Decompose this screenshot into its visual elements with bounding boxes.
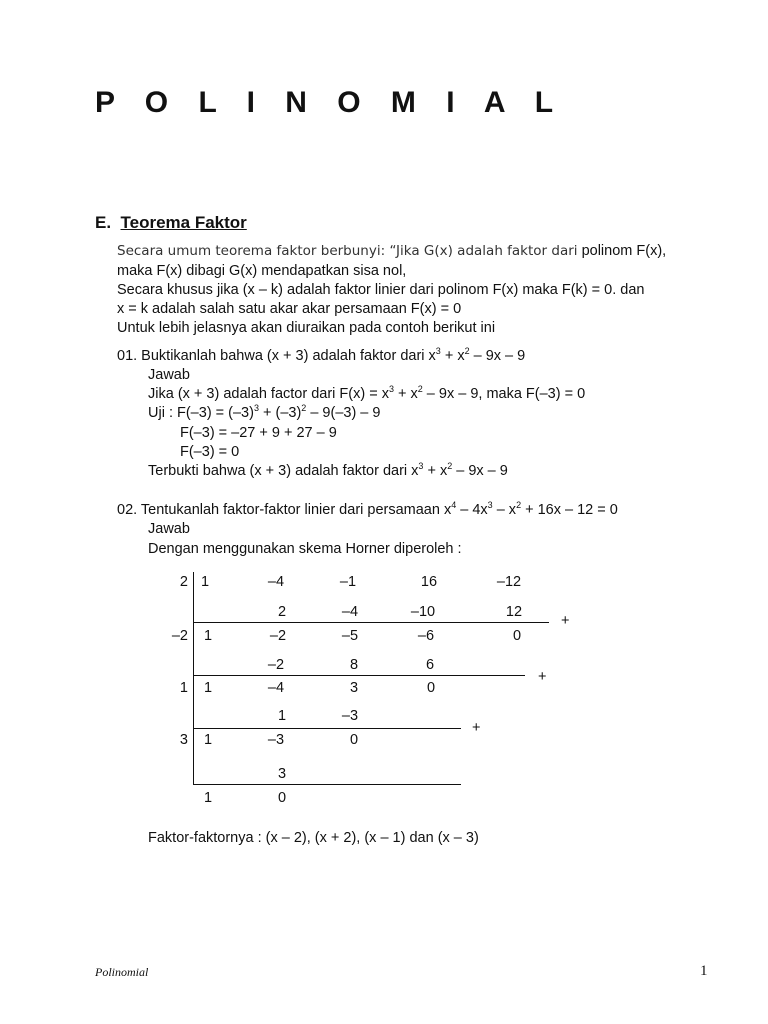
horner-cell: 8 bbox=[349, 657, 359, 673]
ex2-horner-intro: Dengan menggunakan skema Horner diperoleh : bbox=[148, 541, 462, 557]
page-number: 1 bbox=[700, 963, 708, 979]
ex1-q-exp2: 2 bbox=[464, 346, 470, 356]
intro-line-2: maka F(x) dibagi G(x) mendapatkan sisa nol, bbox=[117, 263, 407, 279]
intro-line-1 bbox=[117, 242, 666, 261]
ex1-q-c: – 9x – 9 bbox=[469, 348, 526, 364]
section-heading bbox=[95, 213, 247, 233]
ex1-c-exp2: 2 bbox=[447, 461, 453, 471]
footer-title: Polinomial bbox=[95, 965, 149, 979]
horner-plus-3: + bbox=[472, 720, 481, 736]
ex1-c-exp1: 3 bbox=[418, 461, 424, 471]
ex2-q-exp3: 2 bbox=[516, 500, 522, 510]
ex1-question bbox=[117, 347, 525, 367]
ex2-result: Faktor-faktornya : (x – 2), (x + 2), (x – 1) dan (x – 3) bbox=[148, 830, 479, 846]
horner-cell: –2 bbox=[267, 657, 285, 673]
intro-line-4: x = k adalah salah satu akar akar persamaan F(x) = 0 bbox=[117, 301, 462, 317]
horner-cell: 6 bbox=[425, 657, 435, 673]
horner-cell: –3 bbox=[267, 732, 285, 748]
horner-cell: 0 bbox=[349, 732, 359, 748]
ex1-s1-exp2: 2 bbox=[417, 384, 423, 394]
ex1-s2-c: – 9(–3) – 9 bbox=[306, 405, 381, 421]
ex1-step-3: F(–3) = –27 + 9 + 27 – 9 bbox=[180, 425, 337, 441]
horner-cell: 3 bbox=[277, 766, 287, 782]
horner-cell: –4 bbox=[267, 680, 285, 696]
horner-sum-line-1 bbox=[193, 622, 549, 623]
horner-cell: 1 bbox=[203, 732, 213, 748]
ex2-q-a: 02. Tentukanlah faktor-faktor linier dari persamaan x bbox=[117, 502, 452, 518]
horner-cell: 1 bbox=[203, 628, 213, 644]
intro-line-1b: polinom F(x), bbox=[577, 243, 667, 259]
ex1-q-a: 01. Buktikanlah bahwa (x + 3) adalah faktor dari x bbox=[117, 348, 436, 364]
ex1-step-2 bbox=[148, 404, 380, 424]
ex2-q-exp2: 3 bbox=[487, 500, 493, 510]
horner-cell: 2 bbox=[277, 604, 287, 620]
horner-cell: 3 bbox=[349, 680, 359, 696]
ex1-s2-b: + (–3) bbox=[258, 405, 302, 421]
horner-divisor-4: 3 bbox=[179, 732, 188, 748]
ex2-q-d: + 16x – 12 = 0 bbox=[521, 502, 618, 518]
horner-cell: –4 bbox=[267, 574, 285, 590]
horner-cell: 1 bbox=[200, 574, 210, 590]
horner-divisor-3: 1 bbox=[179, 680, 188, 696]
horner-cell: –1 bbox=[339, 574, 357, 590]
intro-line-3: Secara khusus jika (x – k) adalah faktor linier dari polinom F(x) maka F(k) = 0. dan bbox=[117, 282, 645, 298]
ex2-q-exp1: 4 bbox=[451, 500, 457, 510]
horner-cell: 0 bbox=[512, 628, 522, 644]
horner-vertical-line bbox=[193, 572, 194, 784]
ex1-s1-exp1: 3 bbox=[388, 384, 394, 394]
horner-cell: –6 bbox=[417, 628, 435, 644]
horner-cell: –4 bbox=[341, 604, 359, 620]
ex2-q-b: – 4x bbox=[456, 502, 488, 518]
ex1-q-b: + x bbox=[440, 348, 465, 364]
section-title: Teorema Faktor bbox=[120, 213, 247, 232]
horner-cell: 0 bbox=[277, 790, 287, 806]
ex1-c-a: Terbukti bahwa (x + 3) adalah faktor dari x bbox=[148, 463, 419, 479]
ex2-question bbox=[117, 501, 618, 521]
horner-cell: 1 bbox=[277, 708, 287, 724]
section-letter: E. bbox=[95, 213, 112, 232]
horner-cell: 1 bbox=[203, 790, 213, 806]
ex1-step-1 bbox=[148, 385, 585, 405]
ex1-s2-exp1: 3 bbox=[253, 403, 259, 413]
ex1-q-exp1: 3 bbox=[435, 346, 441, 356]
horner-cell: 16 bbox=[420, 574, 438, 590]
horner-cell: 0 bbox=[426, 680, 436, 696]
horner-cell: –12 bbox=[496, 574, 522, 590]
horner-cell: –2 bbox=[269, 628, 287, 644]
horner-sum-line-2 bbox=[193, 675, 525, 676]
horner-plus-2: + bbox=[538, 669, 547, 685]
intro-line-1a: Secara umum teorema faktor berbunyi: “Jika G(x) adalah faktor dari bbox=[117, 243, 578, 259]
horner-plus-1: + bbox=[561, 613, 570, 629]
horner-cell: –5 bbox=[341, 628, 359, 644]
ex1-step-4: F(–3) = 0 bbox=[180, 444, 240, 460]
ex2-q-c: – x bbox=[492, 502, 517, 518]
ex2-jawab: Jawab bbox=[148, 521, 190, 537]
ex1-s1-b: + x bbox=[393, 386, 418, 402]
horner-divisor-2: –2 bbox=[171, 628, 188, 644]
horner-sum-line-4 bbox=[193, 784, 461, 785]
ex1-s1-c: – 9x – 9, maka F(–3) = 0 bbox=[422, 386, 586, 402]
page-title: P O L I N O M I A L bbox=[95, 86, 565, 119]
ex1-c-b: + x bbox=[423, 463, 448, 479]
horner-cell: –3 bbox=[341, 708, 359, 724]
ex1-s1-a: Jika (x + 3) adalah factor dari F(x) = x bbox=[148, 386, 389, 402]
horner-sum-line-3 bbox=[193, 728, 461, 729]
ex1-c-c: – 9x – 9 bbox=[452, 463, 508, 479]
ex1-s2-exp2: 2 bbox=[301, 403, 307, 413]
ex1-jawab: Jawab bbox=[148, 367, 190, 383]
horner-cell: 12 bbox=[505, 604, 523, 620]
horner-cell: –10 bbox=[410, 604, 436, 620]
ex1-s2-a: Uji : F(–3) = (–3) bbox=[148, 405, 254, 421]
horner-divisor-1: 2 bbox=[179, 574, 188, 590]
intro-line-5: Untuk lebih jelasnya akan diuraikan pada contoh berikut ini bbox=[117, 320, 496, 336]
ex1-conclusion bbox=[148, 462, 508, 482]
horner-cell: 1 bbox=[203, 680, 213, 696]
